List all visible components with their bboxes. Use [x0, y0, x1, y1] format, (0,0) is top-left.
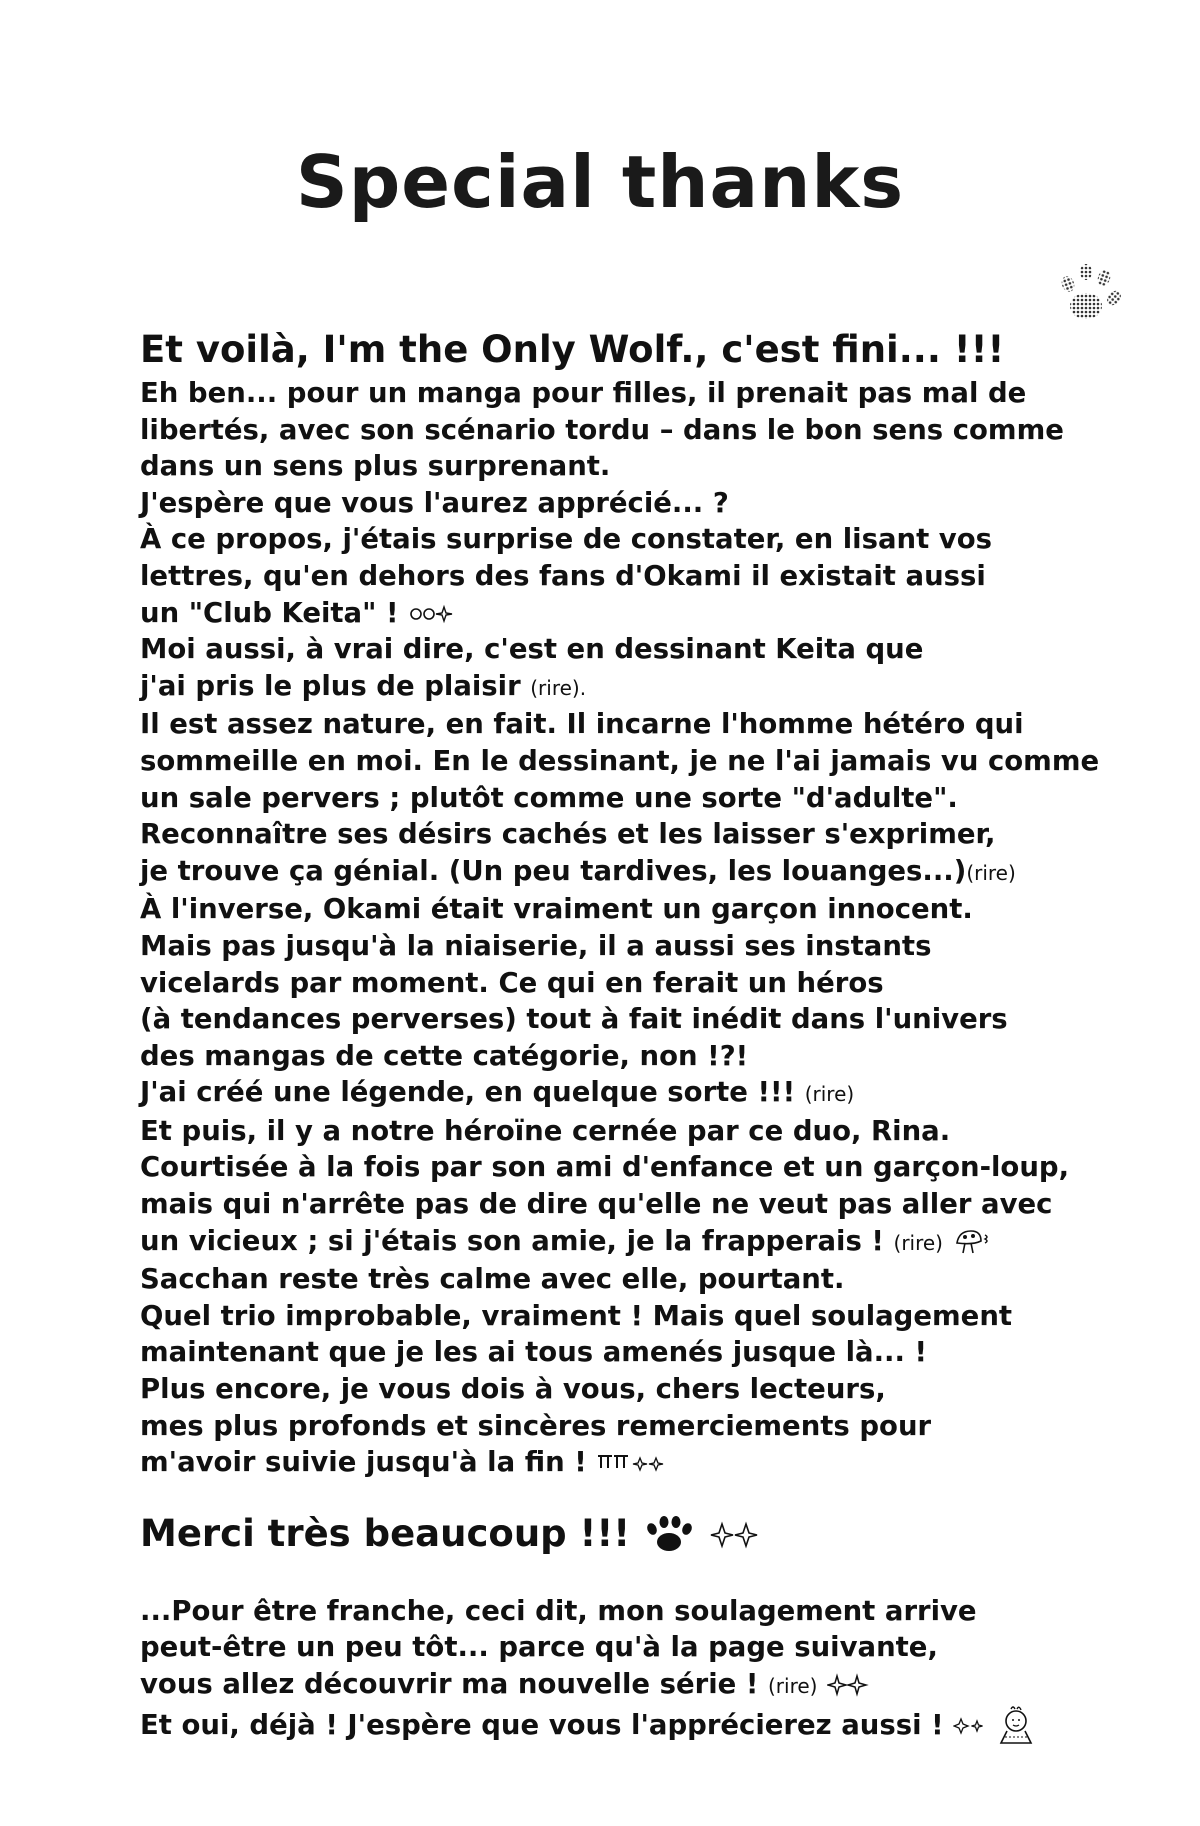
sparkle-icon: [710, 1520, 760, 1550]
spacer: [140, 1559, 1070, 1593]
text-line: peut-être un peu tôt... parce qu'à la page suivante,: [140, 1631, 938, 1664]
chibi-character-icon: [995, 1705, 1035, 1747]
text-line: ...Pour être franche, ceci dit, mon soulagement arrive: [140, 1594, 977, 1627]
text-fragment: j'ai pris le plus de plaisir: [140, 669, 521, 702]
text-line-oui: [140, 1705, 1070, 1747]
text-line: (à tendances perverses) tout à fait inédit dans l'univers: [140, 1003, 1008, 1036]
mushroom-doodle-icon: [953, 1227, 993, 1257]
text-fragment: Et oui, déjà ! J'espère que vous l'apprécierez aussi !: [140, 1708, 944, 1741]
text-line: Moi aussi, à vrai dire, c'est en dessinant Keita que: [140, 633, 924, 666]
sparkle-icon: [408, 604, 456, 624]
text-line-club-keita: [140, 595, 1070, 632]
paw-print-icon: [1056, 258, 1128, 330]
merci-text: Merci très beaucoup !!!: [140, 1511, 631, 1555]
text-line: des mangas de cette catégorie, non !?!: [140, 1039, 749, 1072]
text-line: dans un sens plus surprenant.: [140, 450, 611, 483]
afterword-text: [140, 325, 1100, 1747]
text-line-legende: [140, 1074, 1070, 1113]
text-line: Quel trio improbable, vraiment ! Mais quel soulagement: [140, 1299, 1013, 1332]
page-title: Special thanks: [295, 140, 905, 224]
rire-note: (rire): [966, 860, 1016, 885]
merci-line: [140, 1509, 1070, 1559]
text-line: maintenant que je les ai tous amenés jusque là... !: [140, 1336, 928, 1369]
text-fragment: un vicieux ; si j'étais son amie, je la frapperais !: [140, 1224, 884, 1257]
text-line: libertés, avec son scénario tordu – dans le bon sens comme: [140, 413, 1064, 446]
text-line: Mais pas jusqu'à la niaiserie, il a aussi ses instants: [140, 929, 932, 962]
text-line: J'espère que vous l'aurez apprécié... ?: [140, 486, 729, 519]
text-fragment: J'ai créé une légende, en quelque sorte !!!: [140, 1076, 796, 1109]
text-line-louanges: [140, 853, 1070, 892]
sparkle-icon: [827, 1673, 869, 1697]
text-line-serie: [140, 1666, 1070, 1705]
text-line: mais qui n'arrête pas de dire qu'elle ne veut pas aller avec: [140, 1188, 1053, 1221]
text-line: mes plus profonds et sincères remerciements pour: [140, 1409, 932, 1442]
text-line: Eh ben... pour un manga pour filles, il prenait pas mal de: [140, 377, 1027, 409]
text-fragment: vous allez découvrir ma nouvelle série !: [140, 1668, 759, 1700]
rire-note: (rire): [804, 1082, 855, 1107]
text-fragment: un "Club Keita" !: [140, 596, 399, 629]
sparkle-icon: [953, 1716, 985, 1736]
rire-note: (rire).: [530, 675, 587, 700]
text-line: Il est assez nature, en fait. Il incarne l'homme hétéro qui: [140, 708, 1024, 741]
text-line: Sacchan reste très calme avec elle, pourtant.: [140, 1263, 845, 1296]
text-line-fin: [140, 1444, 1070, 1481]
text-line: À ce propos, j'étais surprise de constater, en lisant vos: [140, 523, 992, 556]
text-line-plaisir: [140, 668, 1070, 707]
text-line-frapperais: [140, 1223, 1070, 1262]
text-line: Courtisée à la fois par son ami d'enfance et un garçon-loup,: [140, 1151, 1070, 1184]
text-fragment: m'avoir suivie jusqu'à la fin !: [140, 1446, 587, 1479]
text-line: À l'inverse, Okami était vraiment un garçon innocent.: [140, 893, 973, 926]
text-line: Plus encore, je vous dois à vous, chers lecteurs,: [140, 1373, 886, 1406]
rire-note: (rire): [893, 1230, 943, 1255]
text-fragment: je trouve ça génial. (Un peu tardives, les louanges...): [140, 854, 967, 887]
text-line: lettres, qu'en dehors des fans d'Okami il existait aussi: [140, 559, 986, 592]
crying-face-icon: [596, 1452, 666, 1474]
text-line: vicelards par moment. Ce qui en ferait un héros: [140, 966, 884, 999]
text-line: Et puis, il y a notre héroïne cernée par ce duo, Rina.: [140, 1114, 951, 1147]
text-line: Reconnaître ses désirs cachés et les laisser s'exprimer,: [140, 818, 996, 851]
rire-note: (rire): [767, 1674, 818, 1698]
text-line: sommeille en moi. En le dessinant, je ne l'ai jamais vu comme: [140, 744, 1100, 777]
text-line: un sale pervers ; plutôt comme une sorte "d'adulte".: [140, 781, 958, 814]
paw-print-icon: [643, 1515, 697, 1555]
afterword-heading: Et voilà, I'm the Only Wolf., c'est fini... !!!: [140, 328, 1005, 371]
